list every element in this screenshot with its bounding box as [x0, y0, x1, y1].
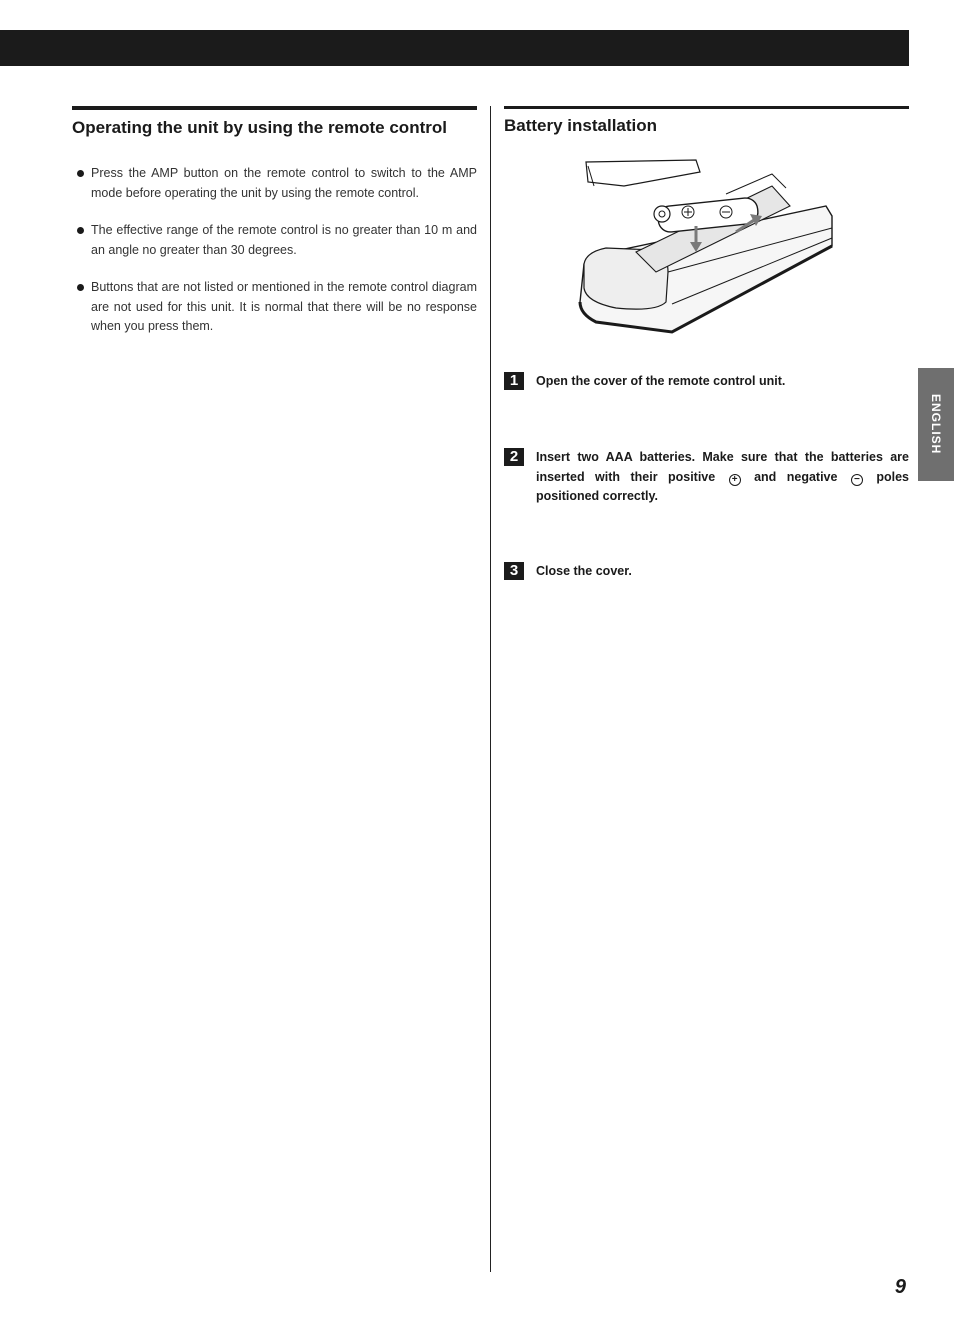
remote-battery-illustration: [576, 154, 838, 338]
column-divider: [490, 106, 491, 1272]
step-text: [536, 448, 909, 507]
step-text: Open the cover of the remote control unit.: [536, 374, 786, 388]
language-tab-label: ENGLISH: [929, 394, 943, 455]
bullet-item: Buttons that are not listed or mentioned in the remote control diagram are not used for this unit. It is normal that there will be no response when you press them.: [72, 278, 477, 337]
page-number: 9: [894, 1276, 906, 1298]
step-text-part: and negative: [754, 469, 838, 484]
bullet-list: [72, 164, 477, 337]
step-text: Close the cover.: [536, 564, 632, 578]
bullet-item: The effective range of the remote control is no greater than 10 m and an angle no greater than 30 degrees.: [72, 221, 477, 260]
step-1: [504, 372, 909, 392]
negative-symbol-icon: −: [851, 474, 863, 486]
language-tab: [918, 368, 954, 481]
battery-section: [504, 106, 909, 136]
step-number: 2: [504, 448, 524, 466]
step-number: 3: [504, 562, 524, 580]
step-3: [504, 562, 909, 582]
section-title: Operating the unit by using the remote control: [72, 118, 447, 137]
section-rule: [504, 106, 909, 109]
step-text-part: poles positioned correctly.: [536, 469, 909, 503]
section-rule: [72, 106, 477, 110]
header-bar: [0, 30, 909, 66]
remote-control-section: [72, 106, 477, 355]
step-text-part: Insert two AAA batteries. Make sure that the batteries are inserted with their positive: [536, 450, 909, 484]
step-2: [504, 448, 909, 507]
section-title: Battery installation: [504, 116, 658, 135]
bullet-item: Press the AMP button on the remote control to switch to the AMP mode before operating the unit by using the remote control.: [72, 164, 477, 203]
positive-symbol-icon: +: [729, 474, 741, 486]
step-number: 1: [504, 372, 524, 390]
